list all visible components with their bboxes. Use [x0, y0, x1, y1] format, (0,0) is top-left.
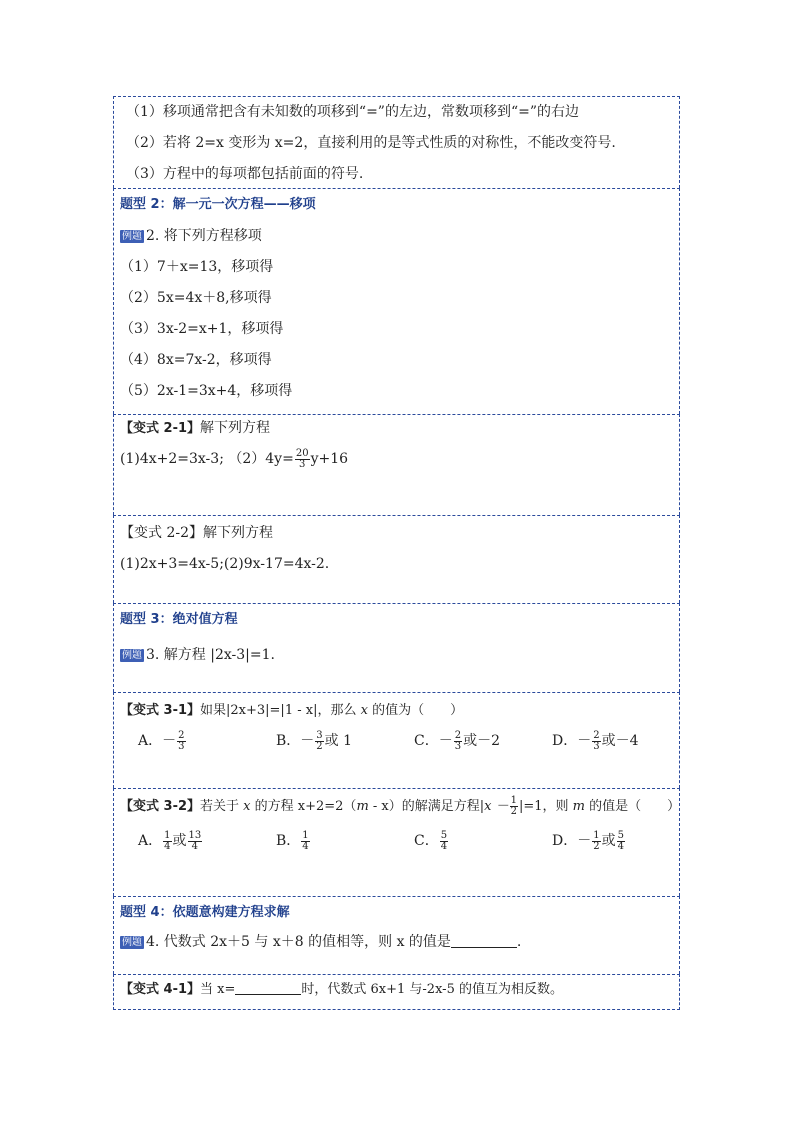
fraction-denominator: 2	[316, 740, 323, 752]
variant-3-2-box	[113, 788, 680, 896]
fraction-denominator: 3	[178, 740, 185, 752]
type2-question-text: 2. 将下列方程移项	[146, 228, 262, 244]
fraction-numerator: 3	[316, 729, 323, 741]
choice-a[interactable]	[120, 726, 258, 756]
type3-question-text: 3. 解方程 |2x-3|=1.	[146, 647, 275, 663]
fraction-denominator: 2	[510, 806, 517, 817]
fraction-numerator: 5	[440, 829, 448, 841]
q-part: 的值是（ ）	[585, 799, 681, 814]
fraction-denominator: 4	[191, 840, 199, 852]
variant-4-1-box	[113, 974, 680, 1010]
fraction-numerator: 2	[593, 729, 600, 741]
fraction	[315, 731, 323, 752]
variant-3-2-choices	[120, 826, 673, 856]
fraction-numerator: 5	[617, 829, 624, 841]
fraction	[510, 796, 518, 817]
fraction	[592, 831, 600, 852]
variant-2-2-equation: (1)2x+3=4x-5;(2)9x-17=4x-2.	[120, 556, 330, 572]
type4-title: 题型 4：依题意构建方程求解	[120, 905, 290, 920]
fraction-numerator: 1	[510, 795, 517, 806]
type4-box	[113, 896, 680, 974]
note-1: （1）移项通常把含有未知数的项移到“=”的左边，常数项移到“=”的右边	[126, 104, 579, 120]
type2-box	[113, 188, 680, 414]
example-tag: 例题	[122, 937, 142, 948]
variant-3-2-label: 【变式 3-2】	[120, 799, 201, 814]
fraction	[177, 731, 185, 752]
type2-item-3: （3）3x-2=x+1，移项得	[120, 321, 284, 337]
variant-4-1-question	[120, 975, 673, 1005]
fraction-denominator: 3	[299, 458, 306, 470]
variant-2-1-equation	[120, 444, 673, 475]
q-part: x+2=2（	[297, 799, 357, 814]
choice-suffix: 或－2	[463, 733, 501, 749]
variant-2-2-box	[113, 515, 680, 603]
fraction	[295, 449, 310, 470]
choice-suffix: 或－4	[601, 733, 639, 749]
q-part: 若关于	[200, 799, 244, 814]
notes-box	[113, 96, 680, 188]
example-tag: 例题	[122, 231, 142, 242]
q-part: 的方程	[250, 799, 298, 814]
type3-question	[120, 640, 673, 671]
variant-4-1-text-b: 时，代数式 6x+1 与-2x-5 的值互为相反数。	[301, 982, 563, 997]
type2-item-5: （5）2x-1=3x+4，移项得	[120, 383, 293, 399]
variant-2-1-label: 【变式 2-1】	[120, 421, 201, 436]
variant-2-2-heading	[120, 518, 673, 549]
variant-3-1-question	[120, 695, 673, 726]
choice-d[interactable]	[534, 726, 672, 756]
fraction-numerator: 20	[295, 447, 309, 459]
fraction-numerator: 1	[593, 829, 600, 841]
fraction	[301, 831, 309, 852]
answer-blank[interactable]	[235, 980, 301, 995]
fraction	[440, 831, 448, 852]
variant-3-1-choices	[120, 726, 673, 756]
choice-prefix: D．－	[552, 733, 592, 749]
type4-question	[120, 927, 673, 958]
fraction-numerator: 2	[454, 729, 462, 741]
answer-blank[interactable]	[451, 933, 517, 948]
choice-c[interactable]	[396, 726, 534, 756]
choice-suffix: 或 1	[324, 733, 353, 749]
variant-3-1-box	[113, 692, 680, 788]
variant-2-2-label: 【变式 2-2】	[120, 525, 203, 541]
variant-4-1-label: 【变式 4-1】	[120, 982, 201, 997]
fraction	[188, 831, 203, 852]
fraction-denominator: 4	[164, 840, 171, 852]
variant-4-1-text-a: 当 x=	[200, 982, 236, 997]
fraction-denominator: 4	[440, 840, 448, 852]
variable-x: x	[243, 799, 251, 814]
variable-m: m	[356, 799, 369, 814]
choice-a[interactable]	[120, 826, 258, 856]
variant-3-1-q-a: 如果|2x+3|=|1 - x|，那么	[200, 703, 361, 718]
variable-m: m	[572, 799, 585, 814]
fraction-denominator: 4	[617, 840, 624, 852]
q-part: - x）的解满足方程|	[368, 799, 485, 814]
fraction	[592, 731, 600, 752]
type2-item-1: （1）7＋x=13，移项得	[120, 259, 274, 275]
fraction-numerator: 2	[178, 729, 185, 741]
choice-prefix: C．	[414, 833, 439, 849]
choice-prefix: C．－	[414, 733, 453, 749]
fraction-denominator: 3	[593, 740, 600, 752]
fraction	[454, 731, 462, 752]
fraction	[163, 831, 171, 852]
choice-d[interactable]	[534, 826, 672, 856]
variant-2-1-eq-a: (1)4x+2=3x-3; （2）4y=	[120, 451, 294, 467]
worksheet	[113, 96, 680, 1010]
fraction-numerator: 1	[164, 829, 171, 841]
note-2: （2）若将 2=x 变形为 x=2，直接利用的是等式性质的对称性，不能改变符号.	[126, 135, 616, 151]
choice-c[interactable]	[396, 826, 534, 856]
q-part: x －	[484, 799, 509, 814]
choice-prefix: A．－	[138, 733, 177, 749]
variant-2-1-text: 解下列方程	[200, 420, 271, 436]
type2-title: 题型 2：解一元一次方程——移项	[120, 197, 316, 212]
variant-2-1-box	[113, 414, 680, 515]
choice-b[interactable]	[258, 826, 396, 856]
fraction-numerator: 1	[302, 829, 309, 841]
q-part: |=1，则	[518, 799, 573, 814]
type3-box	[113, 603, 680, 692]
choice-or: 或	[601, 833, 616, 849]
choice-prefix: B．	[276, 833, 301, 849]
choice-prefix: A．	[138, 833, 163, 849]
choice-prefix: B．－	[276, 733, 315, 749]
variant-2-2-text: 解下列方程	[203, 525, 273, 541]
type3-title: 题型 3：绝对值方程	[120, 612, 238, 627]
type2-question	[120, 221, 673, 252]
fraction-denominator: 3	[454, 740, 462, 752]
type4-question-text: 4. 代数式 2x＋5 与 x＋8 的值相等，则 x 的值是	[146, 934, 451, 950]
choice-b[interactable]	[258, 726, 396, 756]
type2-item-4: （4）8x=7x-2，移项得	[120, 352, 272, 368]
variant-3-1-q-b: 的值为（ ）	[367, 703, 464, 718]
note-3: （3）方程中的每项都包括前面的符号.	[126, 166, 364, 182]
fraction-denominator: 4	[302, 840, 309, 852]
fraction-numerator: 13	[188, 829, 202, 841]
variant-3-1-label: 【变式 3-1】	[120, 703, 201, 718]
choice-or: 或	[172, 833, 187, 849]
type2-item-2: （2）5x=4x＋8,移项得	[120, 290, 272, 306]
fraction	[617, 831, 625, 852]
fraction-denominator: 2	[593, 840, 600, 852]
variant-2-1-heading	[120, 413, 673, 444]
type4-question-end: .	[516, 934, 522, 950]
choice-prefix: D．－	[552, 833, 592, 849]
variant-2-1-eq-b: y+16	[310, 451, 349, 467]
variant-3-2-question	[120, 791, 681, 822]
variable-x: x	[360, 703, 368, 718]
example-tag: 例题	[122, 650, 142, 661]
